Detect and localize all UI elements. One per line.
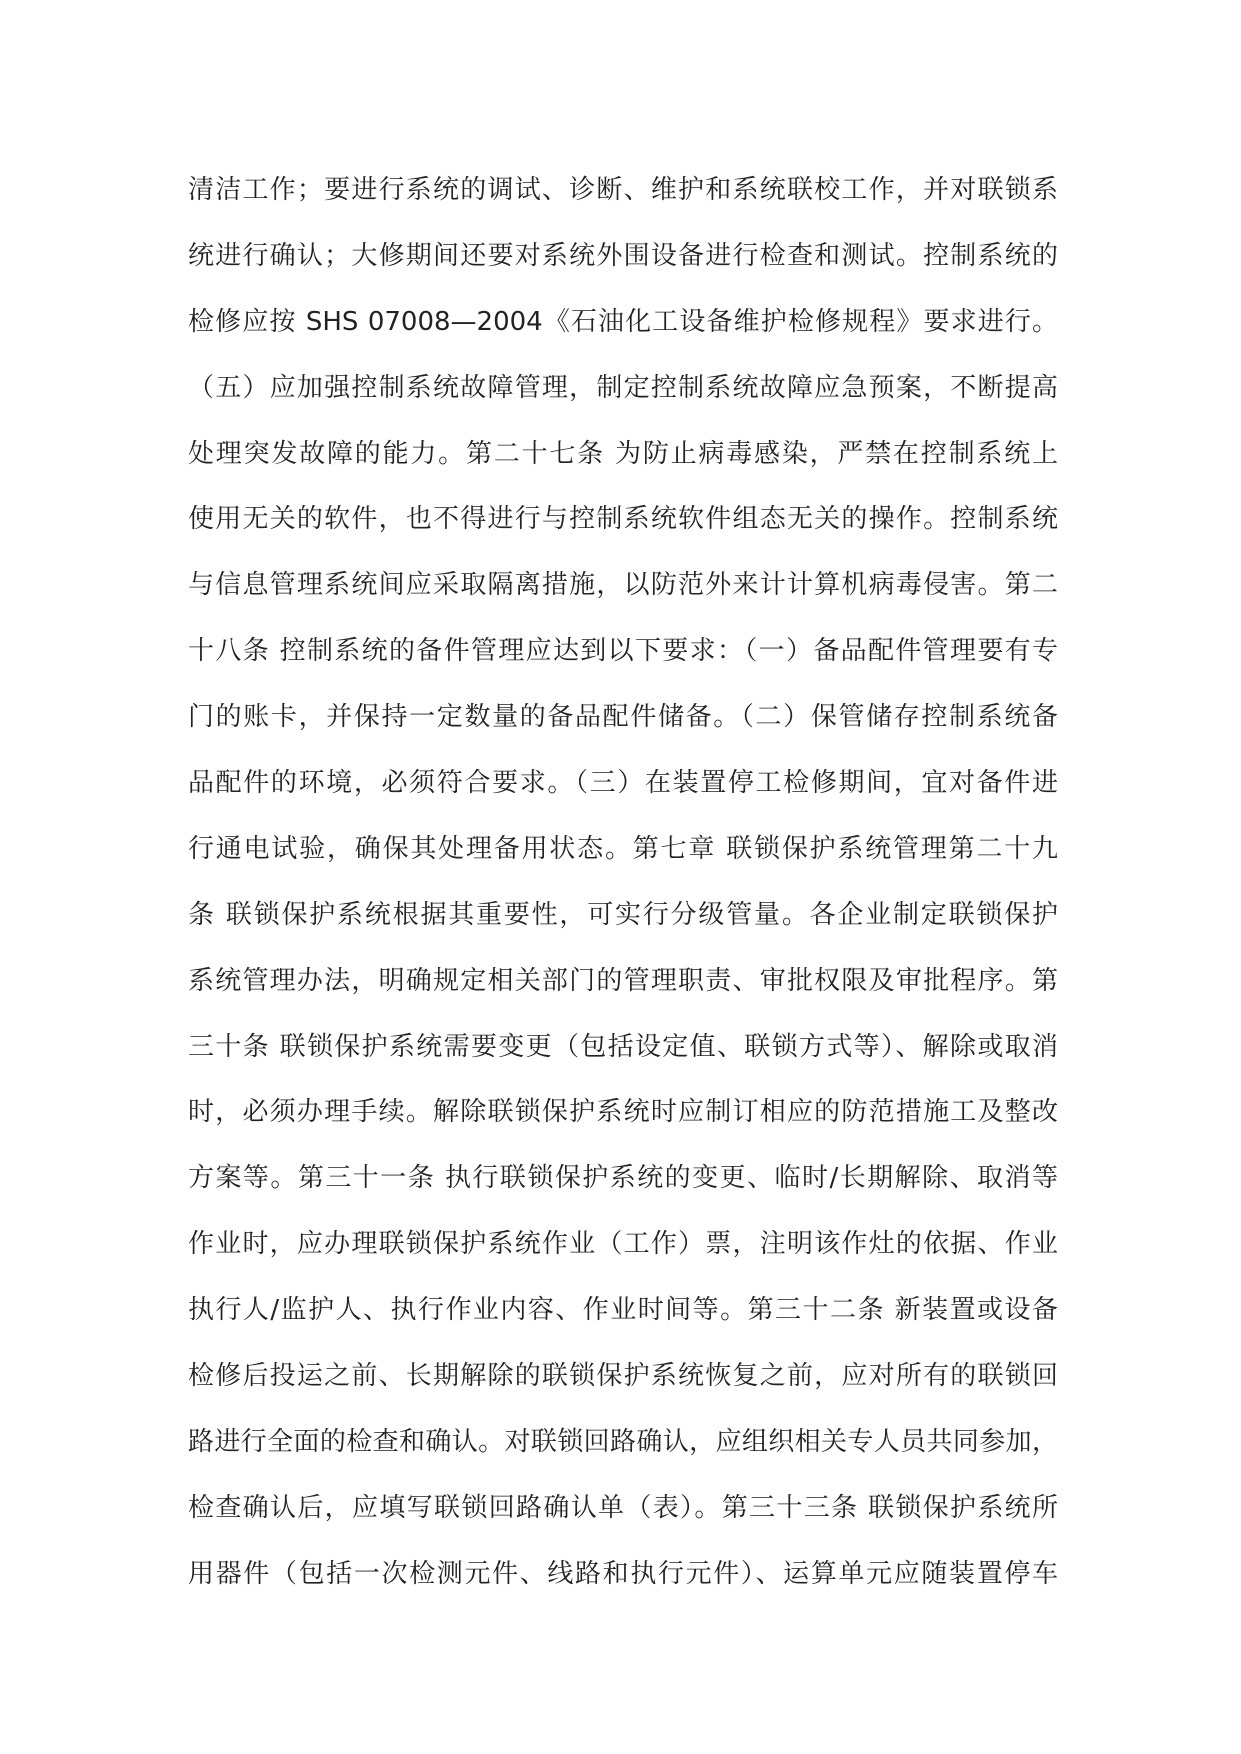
text-line: 门的账卡，并保持一定数量的备品配件储备。（二）保管储存控制系统备 — [188, 702, 1058, 733]
text-line: 条 联锁保护系统根据其重要性，可实行分级管量。各企业制定联锁保护 — [188, 899, 1058, 930]
text-line: 与信息管理系统间应采取隔离措施，以防范外来计计算机病毒侵害。第二 — [188, 570, 1058, 601]
text-line: 品配件的环境，必须符合要求。（三）在装置停工检修期间，宜对备件进 — [188, 768, 1058, 799]
text-line: （五）应加强控制系统故障管理，制定控制系统故障应急预案，不断提高 — [188, 372, 1058, 403]
text-line: 检查确认后，应填写联锁回路确认单（表）。第三十三条 联锁保护系统所 — [188, 1492, 1058, 1523]
text-line: 执行人/监护人、执行作业内容、作业时间等。第三十二条 新装置或设备 — [188, 1295, 1058, 1326]
text-line: 使用无关的软件，也不得进行与控制系统软件组态无关的操作。控制系统 — [188, 504, 1058, 535]
text-line: 检修后投运之前、长期解除的联锁保护系统恢复之前，应对所有的联锁回 — [188, 1361, 1058, 1392]
text-line: 用器件（包括一次检测元件、线路和执行元件）、运算单元应随装置停车 — [188, 1558, 1058, 1589]
text-line: 方案等。第三十一条 执行联锁保护系统的变更、临时/长期解除、取消等 — [188, 1163, 1058, 1194]
text-line: 系统管理办法，明确规定相关部门的管理职责、审批权限及审批程序。第 — [188, 965, 1058, 996]
text-line: 统进行确认；大修期间还要对系统外围设备进行检查和测试。控制系统的 — [188, 240, 1058, 271]
text-line: 行通电试验，确保其处理备用状态。第七章 联锁保护系统管理第二十九 — [188, 833, 1058, 864]
text-line: 处理突发故障的能力。第二十七条 为防止病毒感染，严禁在控制系统上 — [188, 438, 1058, 469]
body-text — [188, 158, 1058, 1608]
text-line: 清洁工作；要进行系统的调试、诊断、维护和系统联校工作，并对联锁系 — [188, 175, 1058, 205]
text-line: 检修应按 SHS 07008—2004《石油化工设备维护检修规程》要求进行。 — [188, 306, 1058, 337]
text-line: 作业时，应办理联锁保护系统作业（工作）票，注明该作灶的依据、作业 — [188, 1229, 1058, 1260]
text-line: 时，必须办理手续。解除联锁保护系统时应制订相应的防范措施工及整改 — [188, 1097, 1058, 1128]
text-line: 路进行全面的检查和确认。对联锁回路确认，应组织相关专人员共同参加， — [188, 1426, 1058, 1457]
text-line: 十八条 控制系统的备件管理应达到以下要求：（一）备品配件管理要有专 — [188, 636, 1058, 667]
text-line: 三十条 联锁保护系统需要变更（包括设定值、联锁方式等）、解除或取消 — [188, 1031, 1058, 1062]
